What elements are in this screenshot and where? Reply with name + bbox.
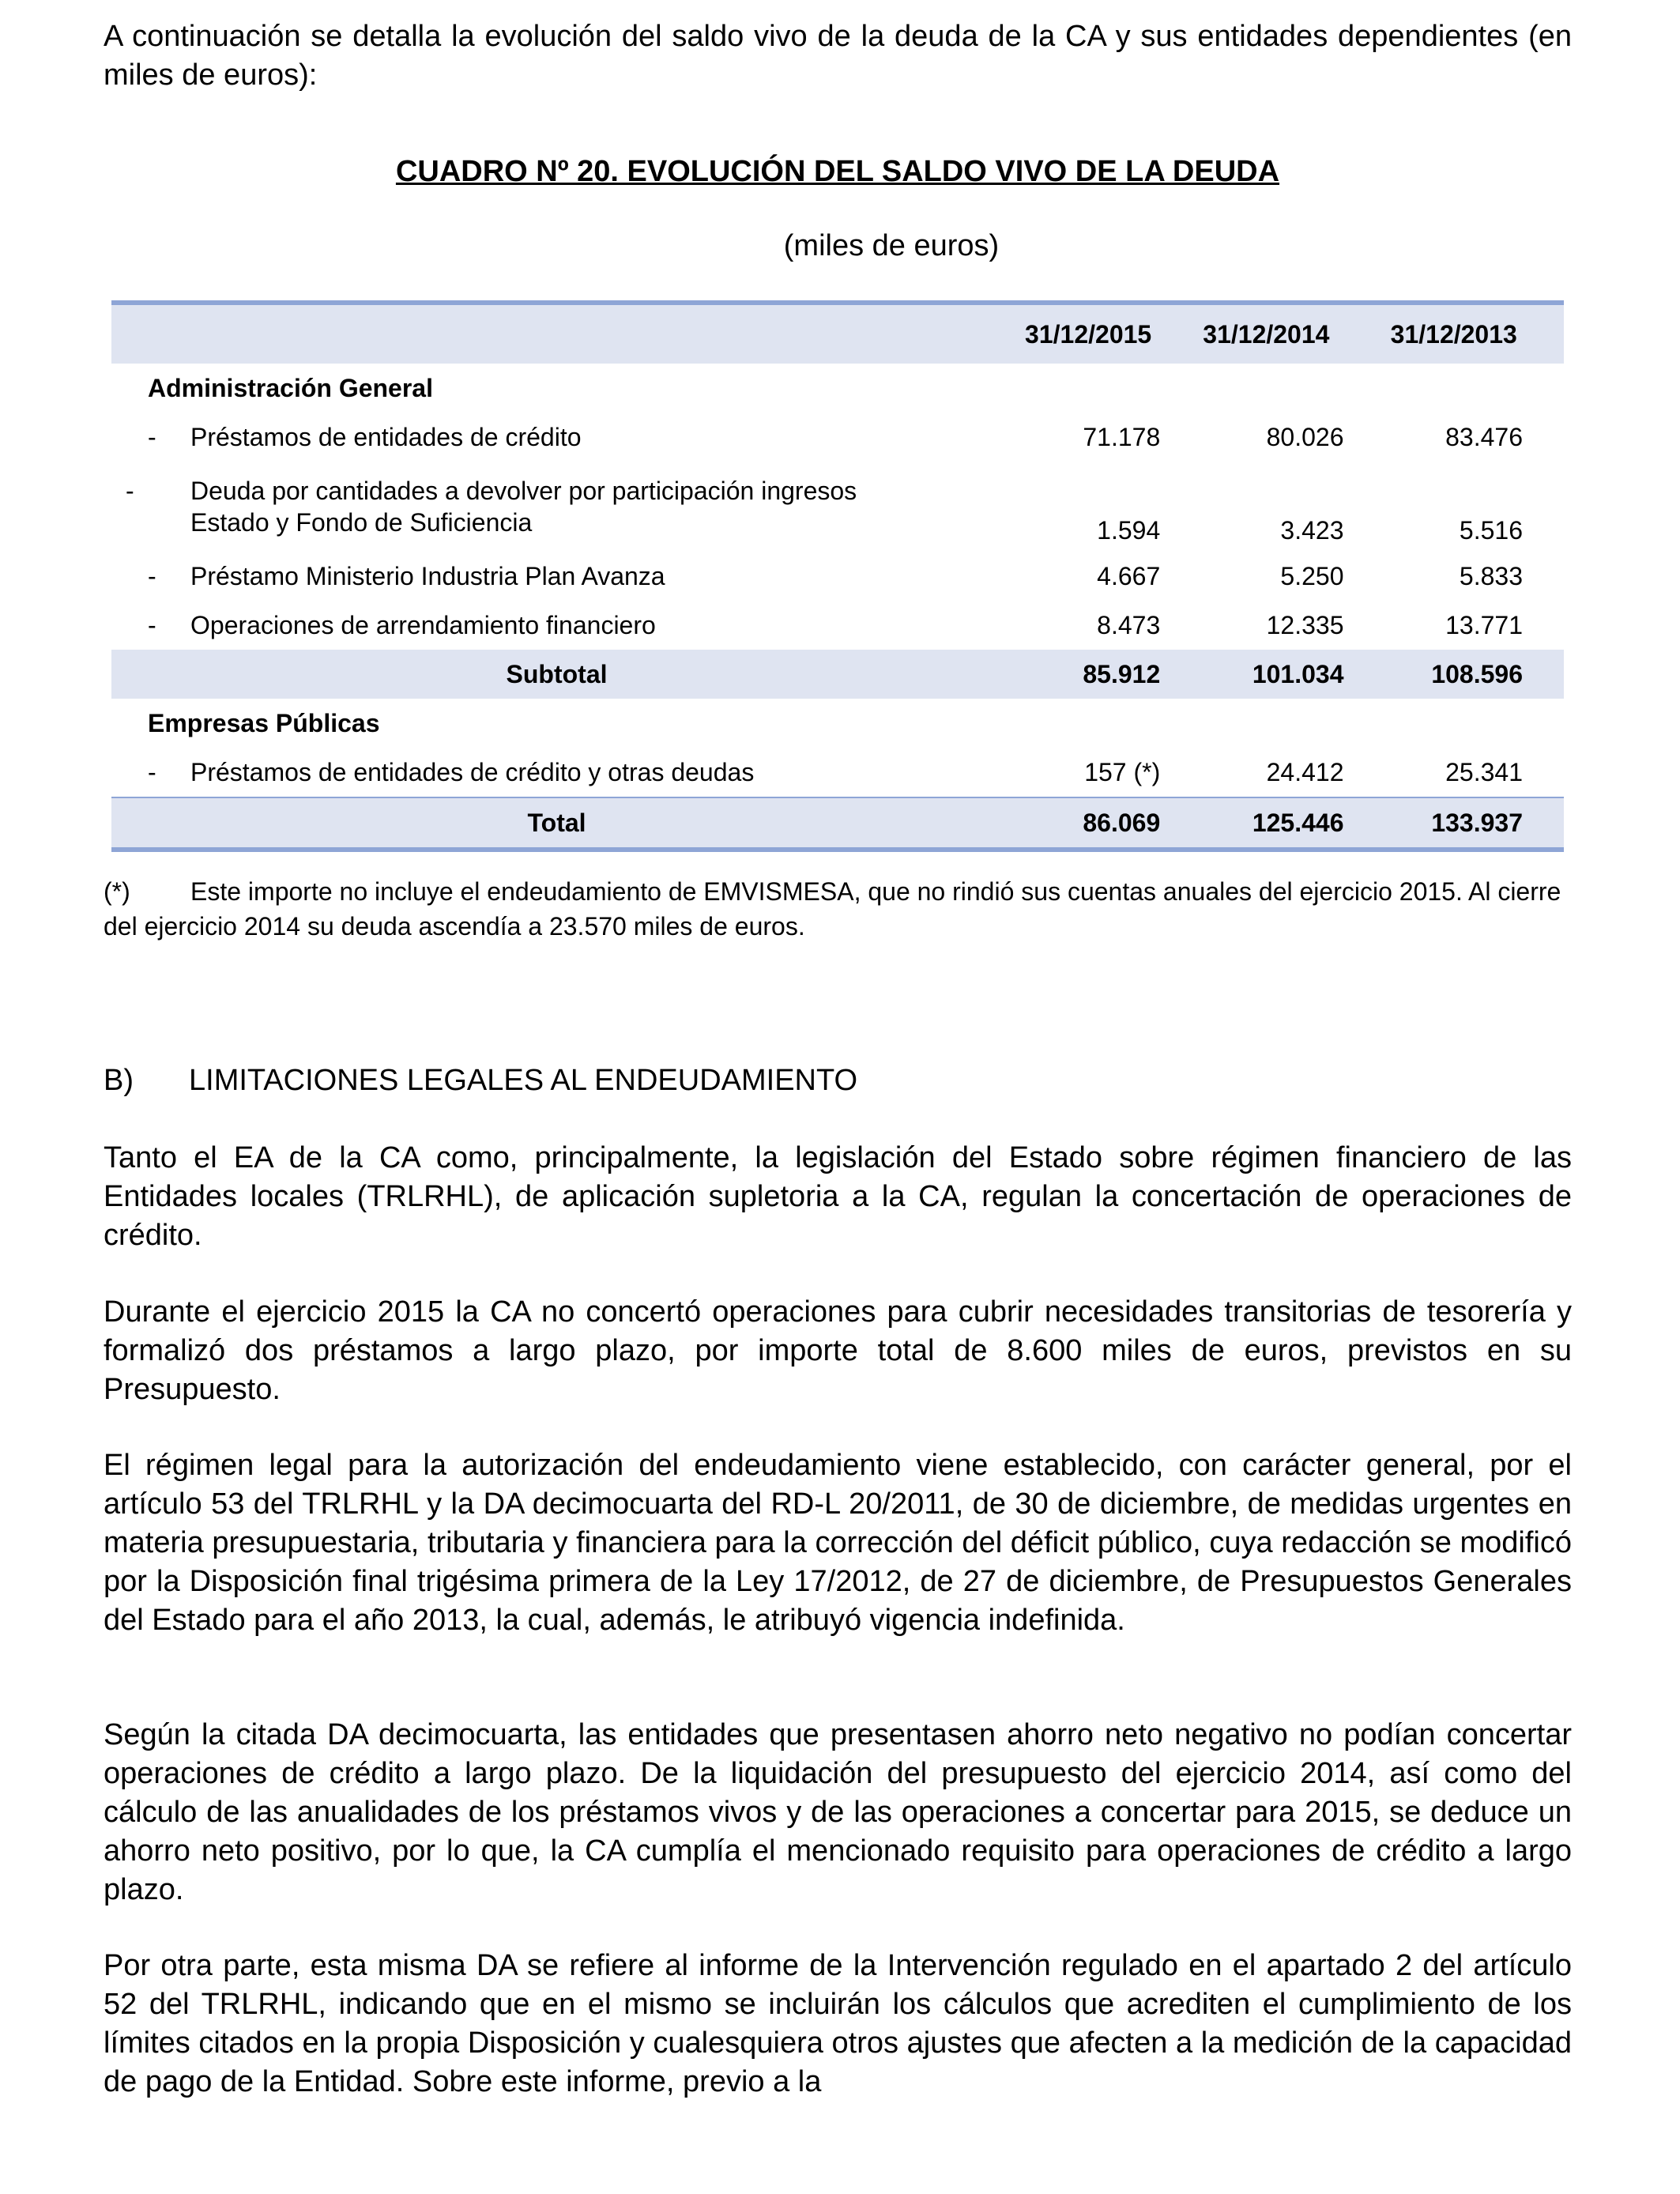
cell-value: 13.771 (1445, 610, 1523, 639)
cell-value: 5.250 (1280, 561, 1344, 590)
cell-value: 8.473 (1097, 610, 1161, 639)
total-row (111, 797, 1564, 850)
cell-value: 1.594 (1097, 516, 1161, 545)
row-dash: - (148, 561, 156, 590)
cell-value: 3.423 (1280, 516, 1344, 545)
column-header: 31/12/2013 (1358, 303, 1564, 364)
total-value: 133.937 (1358, 797, 1564, 850)
row-dash: - (148, 422, 156, 451)
cell-value: 71.178 (1083, 422, 1161, 451)
section-label: Empresas Públicas (148, 708, 380, 737)
table-row (111, 413, 1564, 462)
cell-value: 24.412 (1266, 757, 1344, 786)
body-paragraph: El régimen legal para la autorización del endeudamiento viene establecido, con carácter general, por el artículo 53 del TRLRHL y la DA decimocuarta del RD-L 20/2011, de 30 de diciembre, de medidas urgentes en materia presupuestaria, tributaria y financiera para la corrección del déficit público, cuya redacción se modificó por la Disposición final trigésima primera de la Ley 17/2012, de 27 de diciembre, de Presupuestos Generales del Estado para el año 2013, la cual, además, le atribuyó vigencia indefinida. (104, 1449, 1572, 1637)
cell-value: 4.667 (1097, 561, 1161, 590)
section-letter: B) (104, 1064, 134, 1097)
total-label: Total (111, 797, 1002, 850)
table-row (111, 748, 1564, 797)
row-label: Préstamo Ministerio Industria Plan Avanza (190, 561, 665, 590)
subtotal-value: 85.912 (1002, 650, 1174, 699)
table-row (111, 552, 1564, 601)
section-heading (104, 1061, 857, 1099)
debt-table-container (111, 300, 1564, 852)
section-row-empresas (111, 699, 1564, 748)
table-unit: (miles de euros) (783, 229, 1000, 262)
footnote-mark: (*) (104, 877, 130, 906)
cell-value: 80.026 (1266, 422, 1344, 451)
cell-value: 12.335 (1266, 610, 1344, 639)
body-paragraph: Por otra parte, esta misma DA se refiere al informe de la Intervención regulado en el apartado 2 del artículo 52 del TRLRHL, indicando que en el mismo se incluirán los cálculos que acrediten el cumplimiento de los límites citados en la propia Disposición y cualesquiera otros ajustes que afecten a la medición de la capacidad de pago de la Entidad. Sobre este informe, previo a la (104, 1949, 1572, 2098)
footnote-text: Este importe no incluye el endeudamiento de EMVISMESA, que no rindió sus cuentas anuales del ejercicio 2015. Al cierre del ejercicio 2014 su deuda ascendía a 23.570 miles de euros. (104, 877, 1561, 941)
table-row (111, 601, 1564, 650)
cell-value: 5.516 (1459, 516, 1523, 545)
cell-value: 25.341 (1445, 757, 1523, 786)
row-label: Deuda por cantidades a devolver por participación ingresos (190, 477, 857, 505)
row-dash: - (148, 610, 156, 639)
cell-value: 5.833 (1459, 561, 1523, 590)
section-title: LIMITACIONES LEGALES AL ENDEUDAMIENTO (189, 1064, 858, 1097)
subtotal-row (111, 650, 1564, 699)
section-label: Administración General (148, 373, 433, 402)
intro-paragraph: A continuación se detalla la evolución del saldo vivo de la deuda de la CA y sus entidades dependientes (en miles de euros): (104, 20, 1572, 92)
debt-table (111, 300, 1564, 852)
table-title: CUADRO Nº 20. EVOLUCIÓN DEL SALDO VIVO DE LA DEUDA (395, 155, 1280, 188)
cell-value: 83.476 (1445, 422, 1523, 451)
row-label: Préstamos de entidades de crédito (190, 422, 582, 451)
subtotal-label: Subtotal (111, 650, 1002, 699)
body-paragraph: Según la citada DA decimocuarta, las entidades que presentasen ahorro neto negativo no podían concertar operaciones de crédito a largo plazo. De la liquidación del presupuesto del ejercicio 2014, así como del cálculo de las anualidades de los préstamos vivos y de las operaciones a concertar para 2015, se deduce un ahorro neto positivo, por lo que, la CA cumplía el mencionado requisito para operaciones de crédito a largo plazo. (104, 1718, 1572, 1906)
cell-value: 157 (*) (1084, 757, 1161, 786)
subtotal-value: 108.596 (1358, 650, 1564, 699)
row-dash: - (148, 757, 156, 786)
column-header: 31/12/2015 (1002, 303, 1174, 364)
body-paragraph: Tanto el EA de la CA como, principalmente, la legislación del Estado sobre régimen financiero de las Entidades locales (TRLRHL), de aplicación supletoria a la CA, regulan la concertación de operaciones de crédito. (104, 1141, 1572, 1252)
row-label-continuation: Estado y Fondo de Suficiencia (190, 508, 533, 537)
subtotal-value: 101.034 (1174, 650, 1358, 699)
column-header: 31/12/2014 (1174, 303, 1358, 364)
table-footnote (104, 874, 1572, 944)
row-dash: - (126, 477, 134, 505)
total-value: 125.446 (1174, 797, 1358, 850)
table-row (111, 462, 1564, 552)
table-header-row (111, 303, 1564, 364)
body-paragraph: Durante el ejercicio 2015 la CA no concertó operaciones para cubrir necesidades transitorias de tesorería y formalizó dos préstamos a largo plazo, por importe total de 8.600 miles de euros, previstos en su Presupuesto. (104, 1295, 1572, 1406)
row-label: Préstamos de entidades de crédito y otras deudas (190, 757, 755, 786)
section-row-admin (111, 364, 1564, 413)
header-empty-cell (111, 303, 1002, 364)
row-label: Operaciones de arrendamiento financiero (190, 610, 656, 639)
total-value: 86.069 (1002, 797, 1174, 850)
